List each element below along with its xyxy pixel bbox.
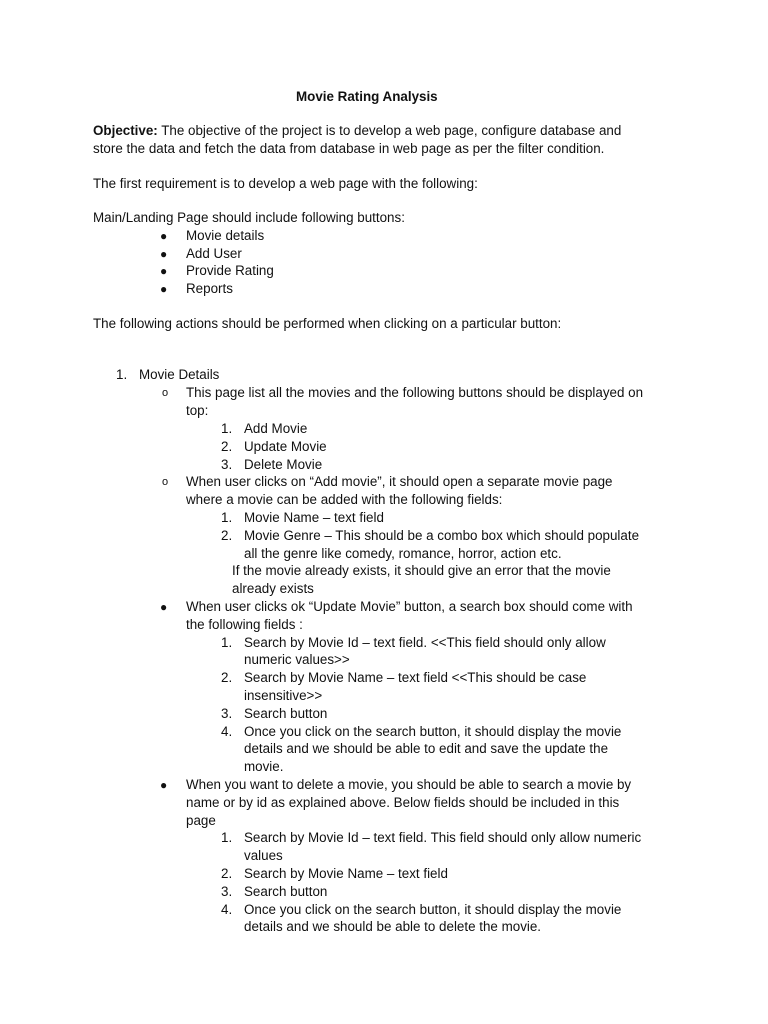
list-item: all the genre like comedy, romance, horror, action etc. (244, 546, 562, 561)
circle-bullet-icon: o (162, 387, 169, 399)
circle-bullet-icon: o (162, 476, 169, 488)
section-number: 1. (116, 367, 128, 382)
landing-item: Movie details (186, 228, 265, 243)
list-number: 3. (221, 706, 233, 721)
list-number: 1. (221, 830, 233, 845)
bullet-icon: ● (160, 229, 168, 243)
list-item: details and we should be able to edit and save the update the (244, 741, 609, 756)
objective-text-2: store the data and fetch the data from database in web page as per the filter condition. (93, 141, 605, 156)
list-number: 1. (221, 635, 233, 650)
note-text: If the movie already exists, it should give an error that the movie (232, 563, 611, 578)
list-item: Search by Movie Name – text field (244, 866, 448, 881)
list-number: 2. (221, 670, 233, 685)
list-item: details and we should be able to delete the movie. (244, 919, 542, 934)
md-paragraph: name or by id as explained above. Below fields should be included in this (186, 795, 620, 810)
landing-intro: Main/Landing Page should include following buttons: (93, 210, 405, 225)
list-item: Movie Name – text field (244, 510, 384, 525)
objective-label: Objective: (93, 123, 158, 138)
list-item: Delete Movie (244, 457, 323, 472)
list-number: 1. (221, 510, 233, 525)
md-paragraph: the following fields : (186, 617, 303, 632)
objective-text-1: The objective of the project is to develop a web page, configure database and (161, 123, 622, 138)
bullet-icon: ● (160, 264, 168, 278)
list-item: Movie Genre – This should be a combo box which should populate (244, 528, 640, 543)
list-number: 2. (221, 528, 233, 543)
md-paragraph: When user clicks on “Add movie”, it should open a separate movie page (186, 474, 613, 489)
list-item: values (244, 848, 283, 863)
list-item: numeric values>> (244, 652, 350, 667)
list-number: 3. (221, 884, 233, 899)
list-item: Search button (244, 884, 328, 899)
list-item: Search button (244, 706, 328, 721)
bullet-icon: ● (160, 778, 168, 792)
page-title: Movie Rating Analysis (296, 89, 438, 104)
list-item: insensitive>> (244, 688, 323, 703)
list-item: Search by Movie Id – text field. <<This field should only allow (244, 635, 606, 650)
list-number: 4. (221, 902, 233, 917)
list-number: 2. (221, 866, 233, 881)
first-requirement: The first requirement is to develop a web page with the following: (93, 176, 478, 191)
landing-item: Provide Rating (186, 263, 274, 278)
md-paragraph: where a movie can be added with the following fields: (186, 492, 503, 507)
md-paragraph: When you want to delete a movie, you should be able to search a movie by (186, 777, 632, 792)
list-item: movie. (244, 759, 284, 774)
objective-line-1 (93, 122, 621, 140)
md-paragraph: page (186, 813, 216, 828)
md-paragraph: This page list all the movies and the following buttons should be displayed on (186, 385, 644, 400)
actions-intro: The following actions should be performed when clicking on a particular button: (93, 316, 562, 331)
list-item: Update Movie (244, 439, 327, 454)
list-number: 1. (221, 421, 233, 436)
list-item: Search by Movie Id – text field. This field should only allow numeric (244, 830, 642, 845)
list-number: 2. (221, 439, 233, 454)
landing-item: Add User (186, 246, 242, 261)
list-item: Add Movie (244, 421, 308, 436)
bullet-icon: ● (160, 247, 168, 261)
section-title-movie-details: Movie Details (139, 367, 220, 382)
md-paragraph: When user clicks ok “Update Movie” button, a search box should come with (186, 599, 633, 614)
md-paragraph: top: (186, 403, 209, 418)
list-item: Once you click on the search button, it should display the movie (244, 902, 622, 917)
list-number: 4. (221, 724, 233, 739)
bullet-icon: ● (160, 600, 168, 614)
landing-item: Reports (186, 281, 233, 296)
list-item: Once you click on the search button, it should display the movie (244, 724, 622, 739)
note-text: already exists (232, 581, 314, 596)
bullet-icon: ● (160, 282, 168, 296)
list-number: 3. (221, 457, 233, 472)
list-item: Search by Movie Name – text field <<This should be case (244, 670, 587, 685)
